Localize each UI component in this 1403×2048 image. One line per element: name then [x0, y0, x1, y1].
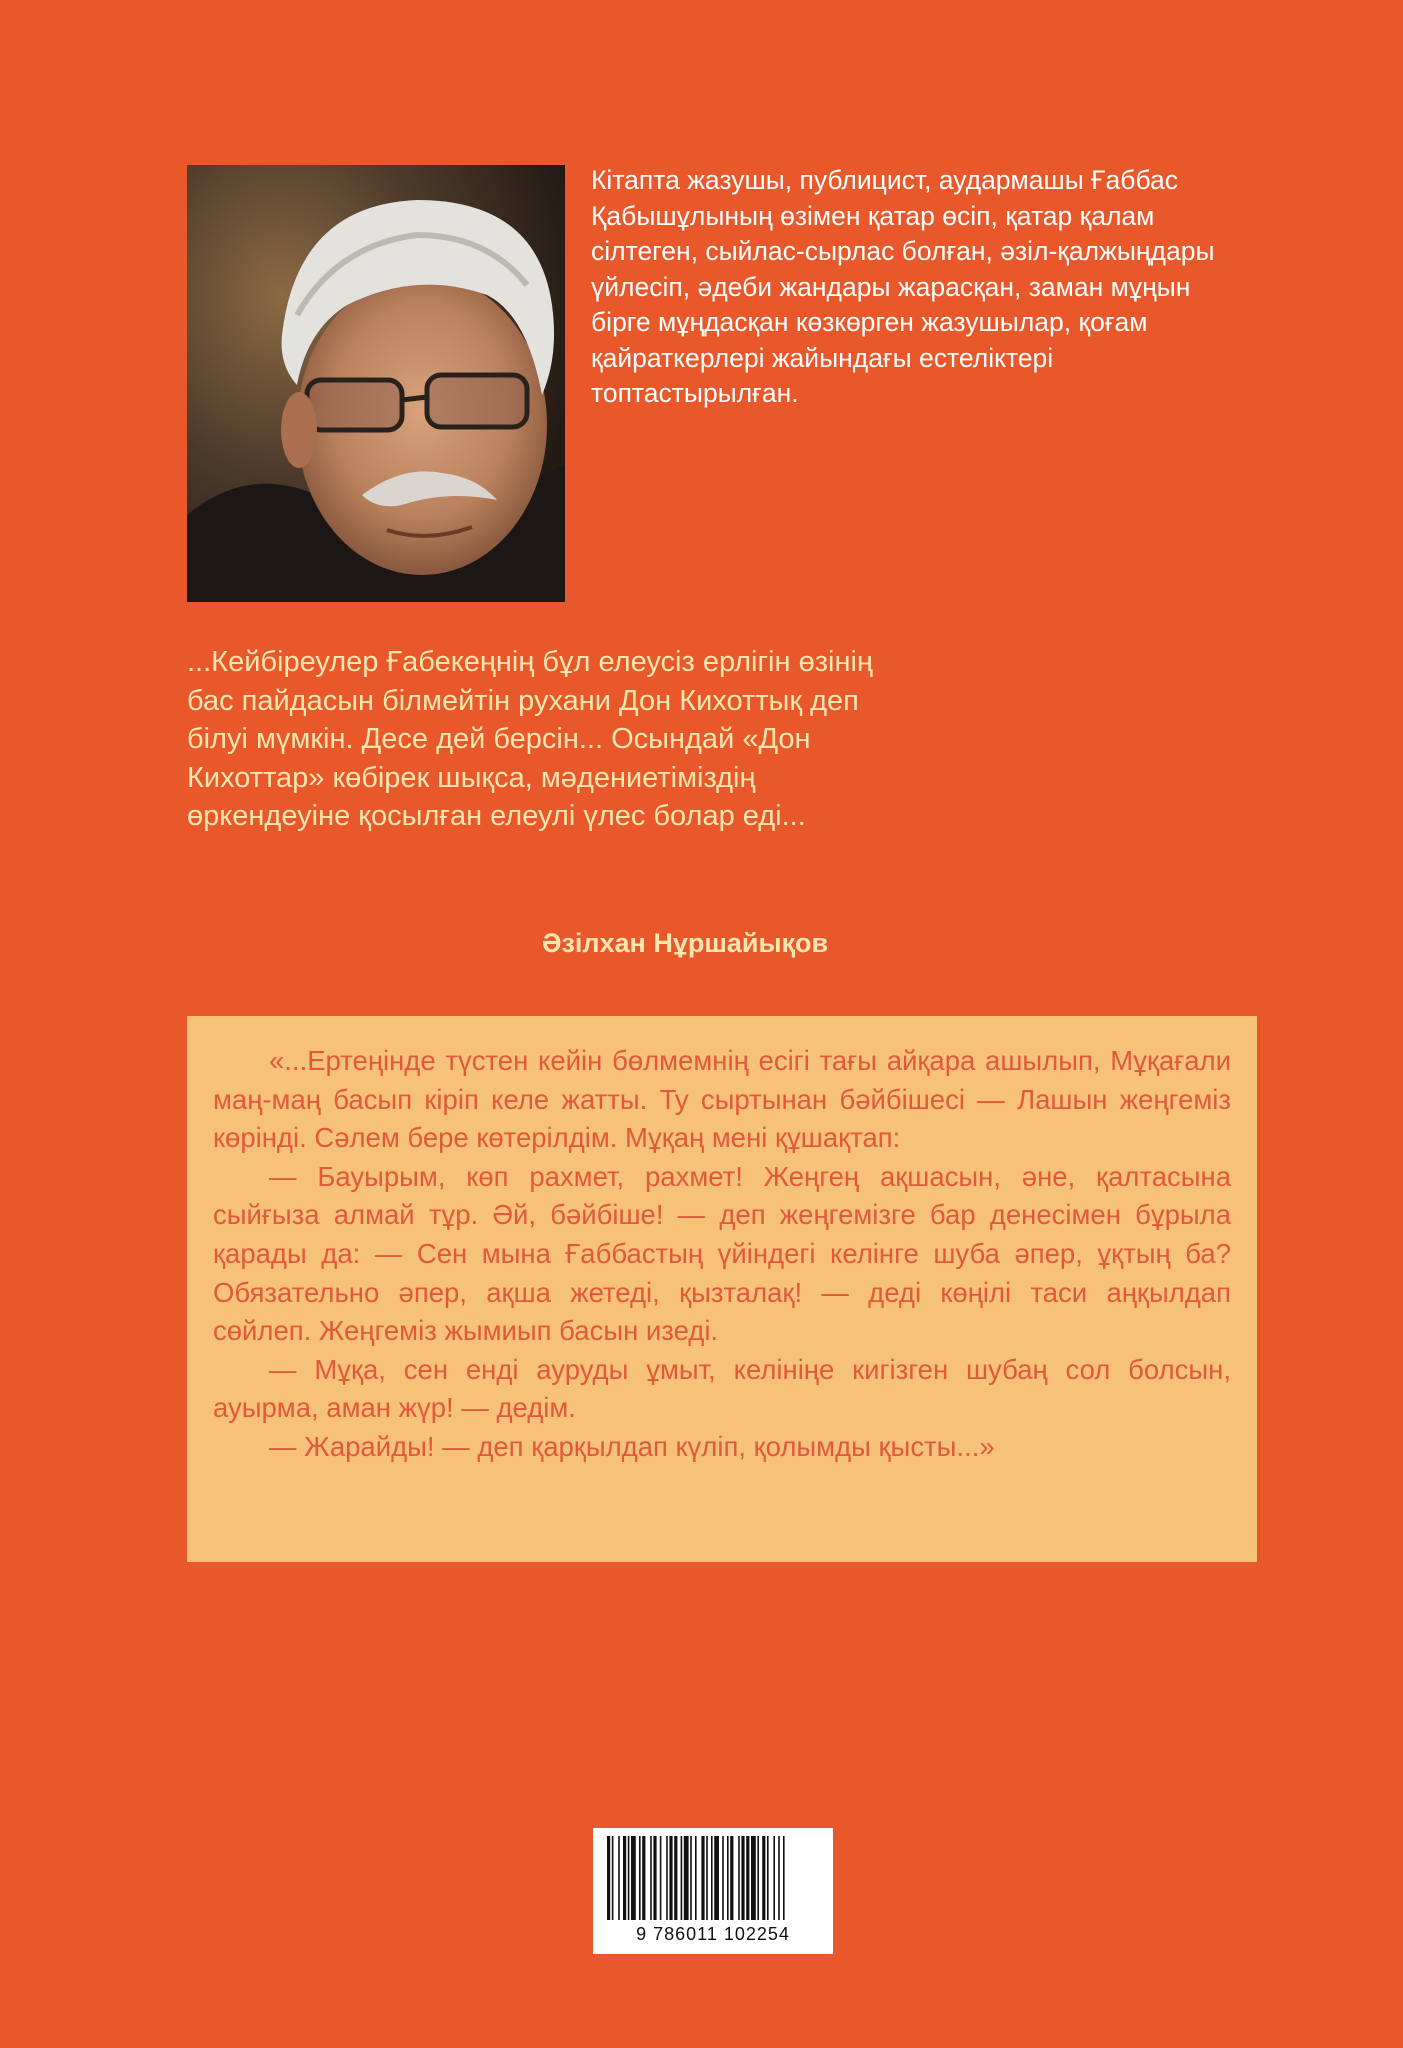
author-photo	[187, 165, 565, 602]
book-description: Кітапта жазушы, публицист, аудармашы Ғаббас Қабышұлының өзімен қатар өсіп, қатар қалам сілтеген, сыйлас-сырлас болған, әзіл-қалжыңдары үйлесіп, әдеби жандары жарасқан, заман мұңын бірге мұңдасқан көзкөрген жазушылар, қоғам қайраткерлері жайындағы естеліктері топтастырылған.	[591, 165, 1215, 408]
isbn-number: 9 786011 102254	[636, 1924, 790, 1944]
excerpt-box	[187, 1016, 1257, 1562]
review-quote: ...Кейбіреулер Ғабекеңнің бұл елеусіз ерлігін өзінің бас пайдасын білмейтін рухани Дон Кихоттық деп білуі мүмкін. Десе дей берсін... Осындай «Дон Кихоттар» көбірек шықса, мәдениетіміздің өркендеуіне қосылған елеулі үлес болар еді...	[187, 646, 873, 832]
excerpt-paragraph: — Бауырым, көп рахмет, рахмет! Жеңгең ақшасын, әне, қалтасына сыйғыза алмай тұр. Әй, бәйбіше! — деп жеңгемізге бар денесімен бұрыла қарады да: — Сен мына Ғаббастың үйіндегі келінге шуба әпер, ұқтың ба? Обязательно әпер, ақша жетеді, қызталақ! — деді көңілі таси аңқылдап сөйлеп. Жеңгеміз жымиып басын изеді.	[213, 1160, 1231, 1347]
barcode-bars	[593, 1828, 833, 1924]
excerpt-paragraph: — Жарайды! — деп қарқылдап күліп, қолымды қысты...»	[269, 1430, 995, 1462]
excerpt-paragraph: «...Ертеңінде түстен кейін бөлмемнің есігі тағы айқара ашылып, Мұқағали маң-маң басып кіріп келе жатты. Ту сыртынан бәйбішесі — Лашын жеңгеміз көрінді. Сәлем бере көтерілдім. Мұқаң мені құшақтап:	[213, 1045, 1231, 1154]
quote-author: Әзілхан Нұршайықов	[541, 928, 829, 958]
excerpt-paragraph: — Мұқа, сен енді ауруды ұмыт, келініңе кигізген шубаң сол болсын, ауырма, аман жүр! — дедім.	[213, 1353, 1231, 1424]
isbn-barcode	[593, 1828, 833, 1954]
